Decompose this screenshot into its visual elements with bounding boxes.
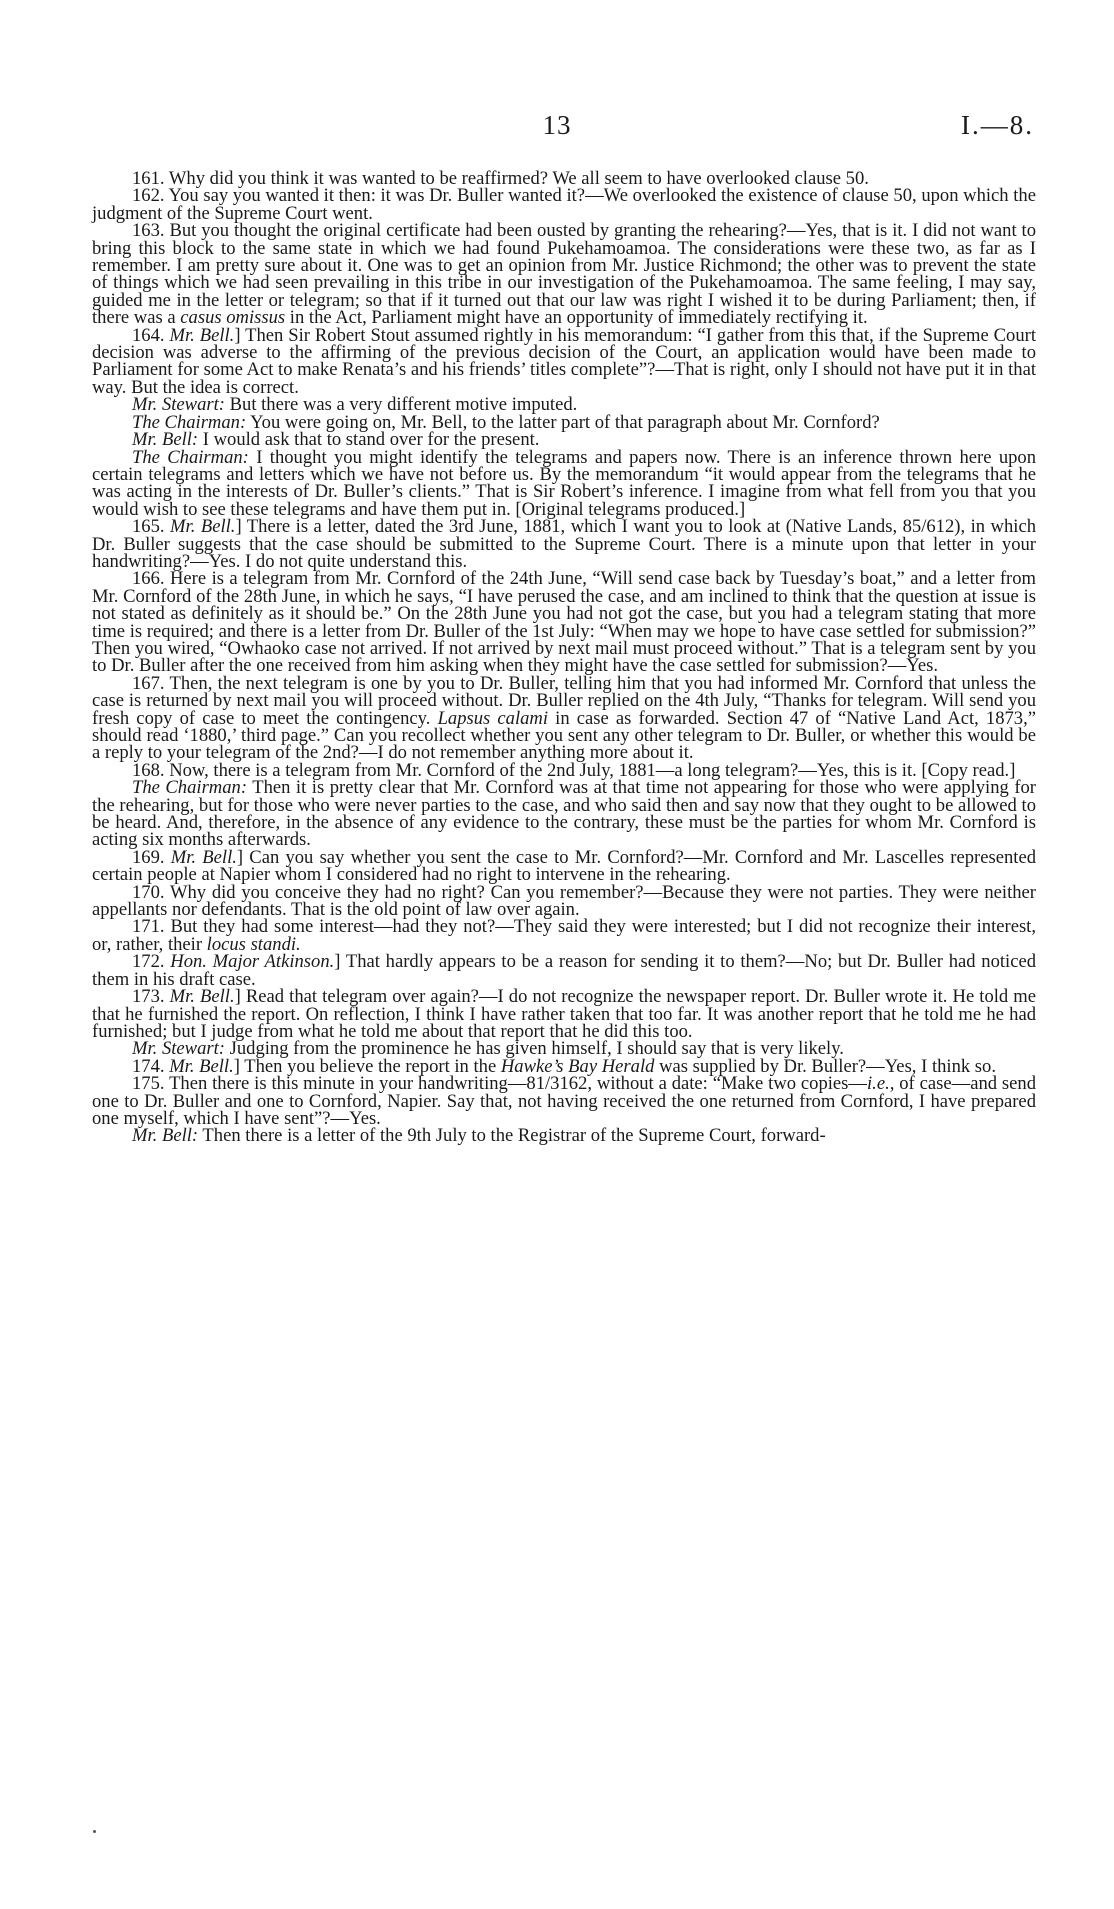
paragraph: [92, 918, 1036, 953]
paragraph: [92, 881, 1036, 921]
italic-text: Lapsus calami: [437, 707, 549, 729]
paragraph: [92, 446, 1037, 520]
paragraph: [92, 324, 1036, 398]
text-run: 162. You say you wanted it then: it was Dr. Buller wanted it?—We overlooked the existence of clause 50, upon which the judgment of the Supreme Court went.: [92, 185, 1036, 224]
italic-text: Mr. Bell.: [170, 516, 236, 538]
text-run: 168. Now, there is a telegram from Mr. Cornford of the 2nd July, 1881—a long telegram?—Yes, this is it. [Copy read.]: [132, 759, 1016, 781]
italic-text: Mr. Stewart:: [132, 394, 225, 416]
body-text: [92, 170, 1036, 1145]
text-run: was supplied by Dr. Buller?—Yes, I think so.: [654, 1055, 996, 1077]
italic-text: Hon. Major Atkinson.: [170, 951, 335, 973]
text-run: 166. Here is a telegram from Mr. Cornford of the 24th June, “Will send case back by Tuesday’s boat,” and a letter from Mr. Cornford of the 28th June, in which he says, “I have perused the case, and am inclined to think that the question at issue is not stated as definitely as it should be.” On the 28th June you had not got the case, but you had a telegram stating that more time is required; and there is a letter from Dr. Buller of the 1st July: “When may we hope to have case settled for submission?” Then you wired, “Owhaoko case not arrived. If not arrived by next mail must proceed without.” That is a telegram sent by you to Dr. Buller after the one received from him asking when they might have the case settled for submission?—Yes.: [92, 568, 1036, 677]
italic-text: locus standi.: [206, 933, 301, 955]
text-run: But there was a very different motive imputed.: [224, 394, 578, 416]
paragraph: [92, 1125, 1036, 1147]
italic-text: casus omissus: [180, 307, 286, 329]
text-run: ] Read that telegram over again?—I do not recognize the newspaper report. Dr. Buller wrote it. He told me that he furnished the report. On reflection, I think I have rather taken that too far. It was another report that he told me he had furnished; but I judge from what he told me about that report that he did this too.: [92, 986, 1036, 1042]
paragraph: [92, 846, 1036, 886]
text-run: 164.: [132, 324, 170, 346]
italic-text: Mr. Bell.: [169, 986, 235, 1008]
document-reference: I.—8.: [961, 110, 1034, 140]
text-run: 165.: [132, 516, 171, 538]
italic-text: The Chairman:: [132, 446, 249, 468]
italic-text: Mr. Bell.: [170, 846, 237, 868]
text-run: in the Act, Parliament might have an opportunity of immediately rectifying it.: [285, 307, 868, 329]
text-run: I would ask that to stand over for the present.: [198, 429, 540, 451]
text-run: 173.: [132, 986, 170, 1008]
text-run: 172.: [132, 951, 171, 973]
italic-text: The Chairman:: [132, 777, 248, 799]
text-run: of case—and send one to Dr. Buller and one to Cornford, Napier. Say that, not having received the one returned from Cornford, I have prepared one myself, which I have sent”?—Yes.: [92, 1073, 1037, 1129]
paragraph: [92, 988, 1036, 1040]
text-run: ] Then Sir Robert Stout assumed rightly in his memorandum: “I gather from this that, if the Supreme Court decision was adverse to the affirming of the previous decision of the Court, an application would have been made to Parliament for some Act to make Renata’s and his friends’ titles complete”?—That is right, only I should not have put it in that way. But the idea is correct.: [92, 324, 1036, 398]
italic-text: The Chairman:: [132, 411, 247, 433]
text-run: 167. Then, the next telegram is one by you to Dr. Buller, telling him that you had informed Mr. Cornford that unless the case is returned by next mail you will proceed without. Dr. Buller replied on the 4th July, “Thanks for telegram. Will send you fresh copy of case to meet the contingency.: [92, 672, 1036, 729]
stray-mark: [93, 1830, 96, 1833]
text-run: You were going on, Mr. Bell, to the latter part of that paragraph about Mr. Cornford?: [246, 411, 880, 433]
text-run: 161. Why did you think it was wanted to be reaffirmed? We all seem to have overlooked clause 50.: [132, 168, 869, 189]
paragraph: [92, 672, 1036, 764]
italic-text: Hawke’s Bay Herald: [500, 1055, 655, 1077]
text-run: ] That hardly appears to be a reason for sending it to them?—No; but Dr. Buller had noticed them in his draft case.: [92, 951, 1036, 990]
text-run: Then there is a letter of the 9th July to the Registrar of the Supreme Court, forward-: [198, 1125, 826, 1147]
italic-text: Mr. Bell:: [132, 429, 199, 451]
text-run: ] Can you say whether you sent the case to Mr. Cornford?—Mr. Cornford and Mr. Lascelles represented certain people at Napier whom I considered had no right to intervene in the rehearing.: [92, 846, 1036, 886]
italic-text: Mr. Stewart:: [132, 1038, 225, 1060]
italic-text: i.e.,: [867, 1073, 895, 1095]
text-run: in case as forwarded. Section 47 of “Native Land Act, 1873,” should read ‘1880,’ third page.” Can you recollect whether you sent any other telegram to Dr. Buller, or whether this would be a reply to your telegram of the 2nd?—I do not remember anything more about it.: [92, 707, 1036, 764]
paragraph: [92, 518, 1036, 570]
paragraph: [92, 568, 1036, 677]
text-run: Judging from the prominence he has given himself, I should say that is very likely.: [224, 1038, 844, 1060]
italic-text: Mr. Bell.: [169, 1055, 234, 1077]
text-run: 163. But you thought the original certificate had been ousted by granting the rehearing?—Yes, that is it. I did not want to bring this block to the same state in which we had found Pukehamoamoa. The considerations were these two, as far as I remember. I am pretty sure about it. One was to get an opinion from Mr. Justice Richmond; the other was to prevent the state of things which we had seen prevailing in this tribe in our investigation of the Pukehamoamoa. The same feeling, I may say, guided me in the letter or telegram; so that if it turned out that our law was right I wished it to be during Parliament; then, if there was a: [92, 220, 1036, 329]
text-run: Then it is pretty clear that Mr. Cornford was at that time not appearing for those who were applying for the rehearing, but for those who were never parties to the case, and who said then and say now that they ought to be allowed to be heard. And, therefore, in the absence of any evidence to the contrary, these must be the parties for whom Mr. Cornford is acting six months afterwards.: [92, 777, 1037, 851]
page-number: 13: [542, 110, 572, 140]
paragraph: [92, 1075, 1036, 1127]
text-run: ] Then you believe the report in the: [233, 1055, 501, 1077]
text-run: ] There is a letter, dated the 3rd June, 1881, which I want you to look at (Native Lands, 85/612), in which Dr. Buller suggests that the case should be submitted to the Supreme Court. There is a minute upon that letter in your handwriting?—Yes. I do not quite understand this.: [92, 516, 1036, 572]
text-run: 169.: [132, 846, 171, 868]
italic-text: Mr. Bell:: [132, 1125, 199, 1147]
paragraph: [92, 187, 1036, 222]
text-run: 175. Then there is this minute in your handwriting—81/3162, without a date: “Make two copies—: [132, 1073, 868, 1095]
text-run: 171. But they had some interest—had they not?—They said they were interested; but I did not recognize their interest, or, rather, their: [92, 916, 1036, 955]
paragraph: [92, 779, 1036, 849]
text-run: 170. Why did you conceive they had no right? Can you remember?—Because they were not parties. They were neither appellants nor defendants. That is the old point of law over again.: [92, 881, 1036, 921]
italic-text: Mr. Bell.: [169, 324, 235, 346]
paragraph: [92, 220, 1036, 329]
paragraph: [92, 953, 1036, 988]
text-run: 174.: [132, 1055, 170, 1077]
text-run: I thought you might identify the telegrams and papers now. There is an inference thrown here upon certain telegrams and letters which we have not before us. By the memorandum “it would appear from the telegrams that he was acting in the interests of Dr. Buller’s clients.” That is Sir Robert’s inference. I imagine from what fell from you that you would wish to see these telegrams and have them put in. [Original telegrams produced.]: [92, 446, 1037, 520]
